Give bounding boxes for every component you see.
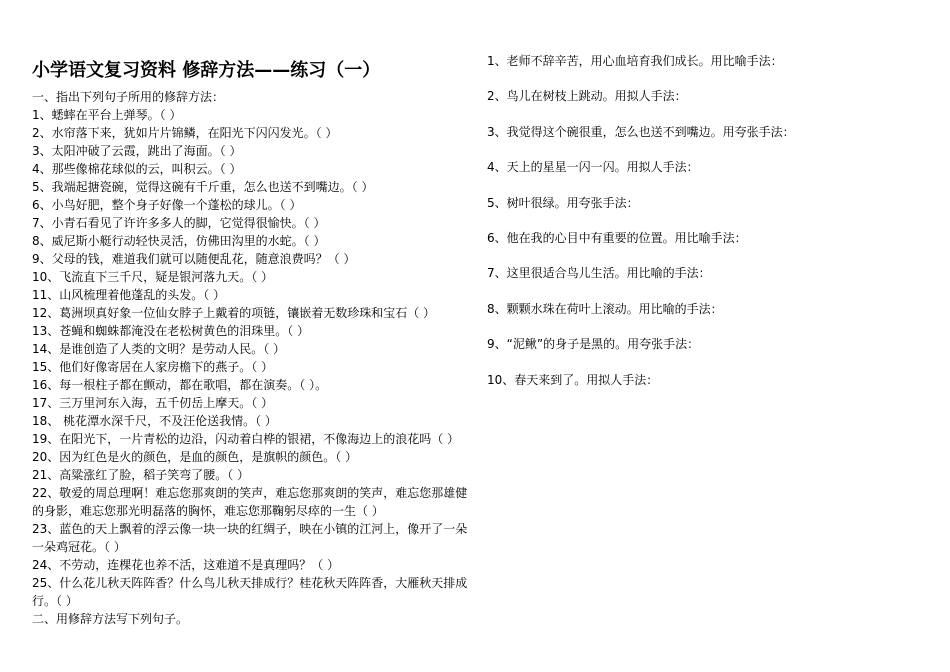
question-10: 10、飞流直下三千尺，疑是银河落九天。（ ） bbox=[32, 270, 274, 284]
rewrite-item-2: 2、鸟儿在树枝上跳动。用拟人手法： bbox=[487, 89, 687, 104]
question-23: 23、蓝色的天上飘着的浮云像一块一块的红绸子，映在小镇的江河上，像开了一朵一朵鸡冠花。（ ） bbox=[32, 522, 468, 554]
question-7: 7、小青石看见了许许多多人的脚，它觉得很愉快。（ ） bbox=[32, 216, 326, 230]
question-21: 21、高粱涨红了脸，稻子笑弯了腰。（ ） bbox=[32, 468, 250, 482]
question-9: 9、父母的钱，难道我们就可以随便乱花，随意浪费吗？（ ） bbox=[32, 252, 356, 266]
question-19: 19、在阳光下，一片青松的边沿，闪动着白桦的银裙，不像海边上的浪花吗（ ） bbox=[32, 432, 460, 446]
page-title: 小学语文复习资料 修辞方法——练习（一） bbox=[32, 60, 381, 81]
exercise-left-column bbox=[32, 58, 472, 628]
question-3: 3、太阳冲破了云霞，跳出了海面。（ ） bbox=[32, 144, 242, 158]
question-14: 14、是谁创造了人类的文明？是劳动人民。（ ） bbox=[32, 342, 286, 356]
question-20: 20、因为红色是火的颜色，是血的颜色，是旗帜的颜色。（ ） bbox=[32, 450, 358, 464]
question-6: 6、小鸟好肥，整个身子好像一个蓬松的球儿。（ ） bbox=[32, 198, 302, 212]
question-12: 12、葛洲坝真好象一位仙女脖子上戴着的项链，镶嵌着无数珍珠和宝石（ ） bbox=[32, 306, 436, 320]
rewrite-item-8: 8、颗颗水珠在荷叶上滚动。用比喻的手法： bbox=[487, 301, 723, 316]
question-24: 24、不劳动，连棵花也养不活，这难道不是真理吗？（ ） bbox=[32, 558, 340, 572]
question-15: 15、他们好像寄居在人家房檐下的燕子。（ ） bbox=[32, 360, 274, 374]
question-22: 22、敬爱的周总理啊！难忘您那爽朗的笑声，难忘您那爽朗的笑声，难忘您那雄健的身影，难忘您那光明磊落的胸怀，难忘您那鞠躬尽瘁的一生（ ） bbox=[32, 486, 468, 518]
question-13: 13、苍蝇和蜘蛛都淹没在老松树黄色的泪珠里。（ ） bbox=[32, 324, 310, 338]
question-8: 8、威尼斯小艇行动轻快灵活，仿佛田沟里的水蛇。（ ） bbox=[32, 234, 326, 248]
exercise-right-column bbox=[487, 52, 927, 406]
rewrite-item-6: 6、他在我的心目中有重要的位置。用比喻手法： bbox=[487, 230, 747, 245]
question-17: 17、三万里河东入海，五千仞岳上摩天。（ ） bbox=[32, 396, 274, 410]
question-5: 5、我端起搪瓷碗，觉得这碗有千斤重，怎么也送不到嘴边。（ ） bbox=[32, 180, 374, 194]
rewrite-item-5: 5、树叶很绿。用夸张手法： bbox=[487, 195, 639, 210]
question-2: 2、水帘落下来，犹如片片锦鳞，在阳光下闪闪发光。（ ） bbox=[32, 126, 338, 140]
question-25: 25、什么花儿秋天阵阵香？什么鸟儿秋天排成行？桂花秋天阵阵香，大雁秋天排成行。（ ） bbox=[32, 576, 468, 608]
rewrite-item-7: 7、这里很适合鸟儿生活。用比喻的手法： bbox=[487, 266, 711, 281]
question-18: 18、 桃花潭水深千尺，不及汪伦送我情。（ ） bbox=[32, 414, 277, 428]
section-two-heading: 二、用修辞方法写下列句子。 bbox=[32, 612, 189, 626]
question-1: 1、蟋蟀在平台上弹琴。（ ） bbox=[32, 108, 182, 122]
question-11: 11、山风梳理着他蓬乱的头发。（ ） bbox=[32, 288, 226, 302]
rewrite-item-10: 10、春天来到了。用拟人手法： bbox=[487, 372, 659, 387]
question-4: 4、那些像棉花球似的云，叫积云。（ ） bbox=[32, 162, 242, 176]
rewrite-item-4: 4、天上的星星一闪一闪。用拟人手法： bbox=[487, 160, 699, 175]
section-one-heading: 一、指出下列句子所用的修辞方法： bbox=[32, 90, 225, 104]
rewrite-item-3: 3、我觉得这个碗很重，怎么也送不到嘴边。用夸张手法： bbox=[487, 124, 795, 139]
question-16: 16、每一根柱子都在颤动，都在歌唱，都在演奏。（ ）。 bbox=[32, 378, 328, 392]
rewrite-item-1: 1、老师不辞辛苦，用心血培育我们成长。用比喻手法： bbox=[487, 54, 783, 68]
rewrite-item-9: 9、“泥鳅”的身子是黑的。用夸张手法： bbox=[487, 337, 700, 352]
